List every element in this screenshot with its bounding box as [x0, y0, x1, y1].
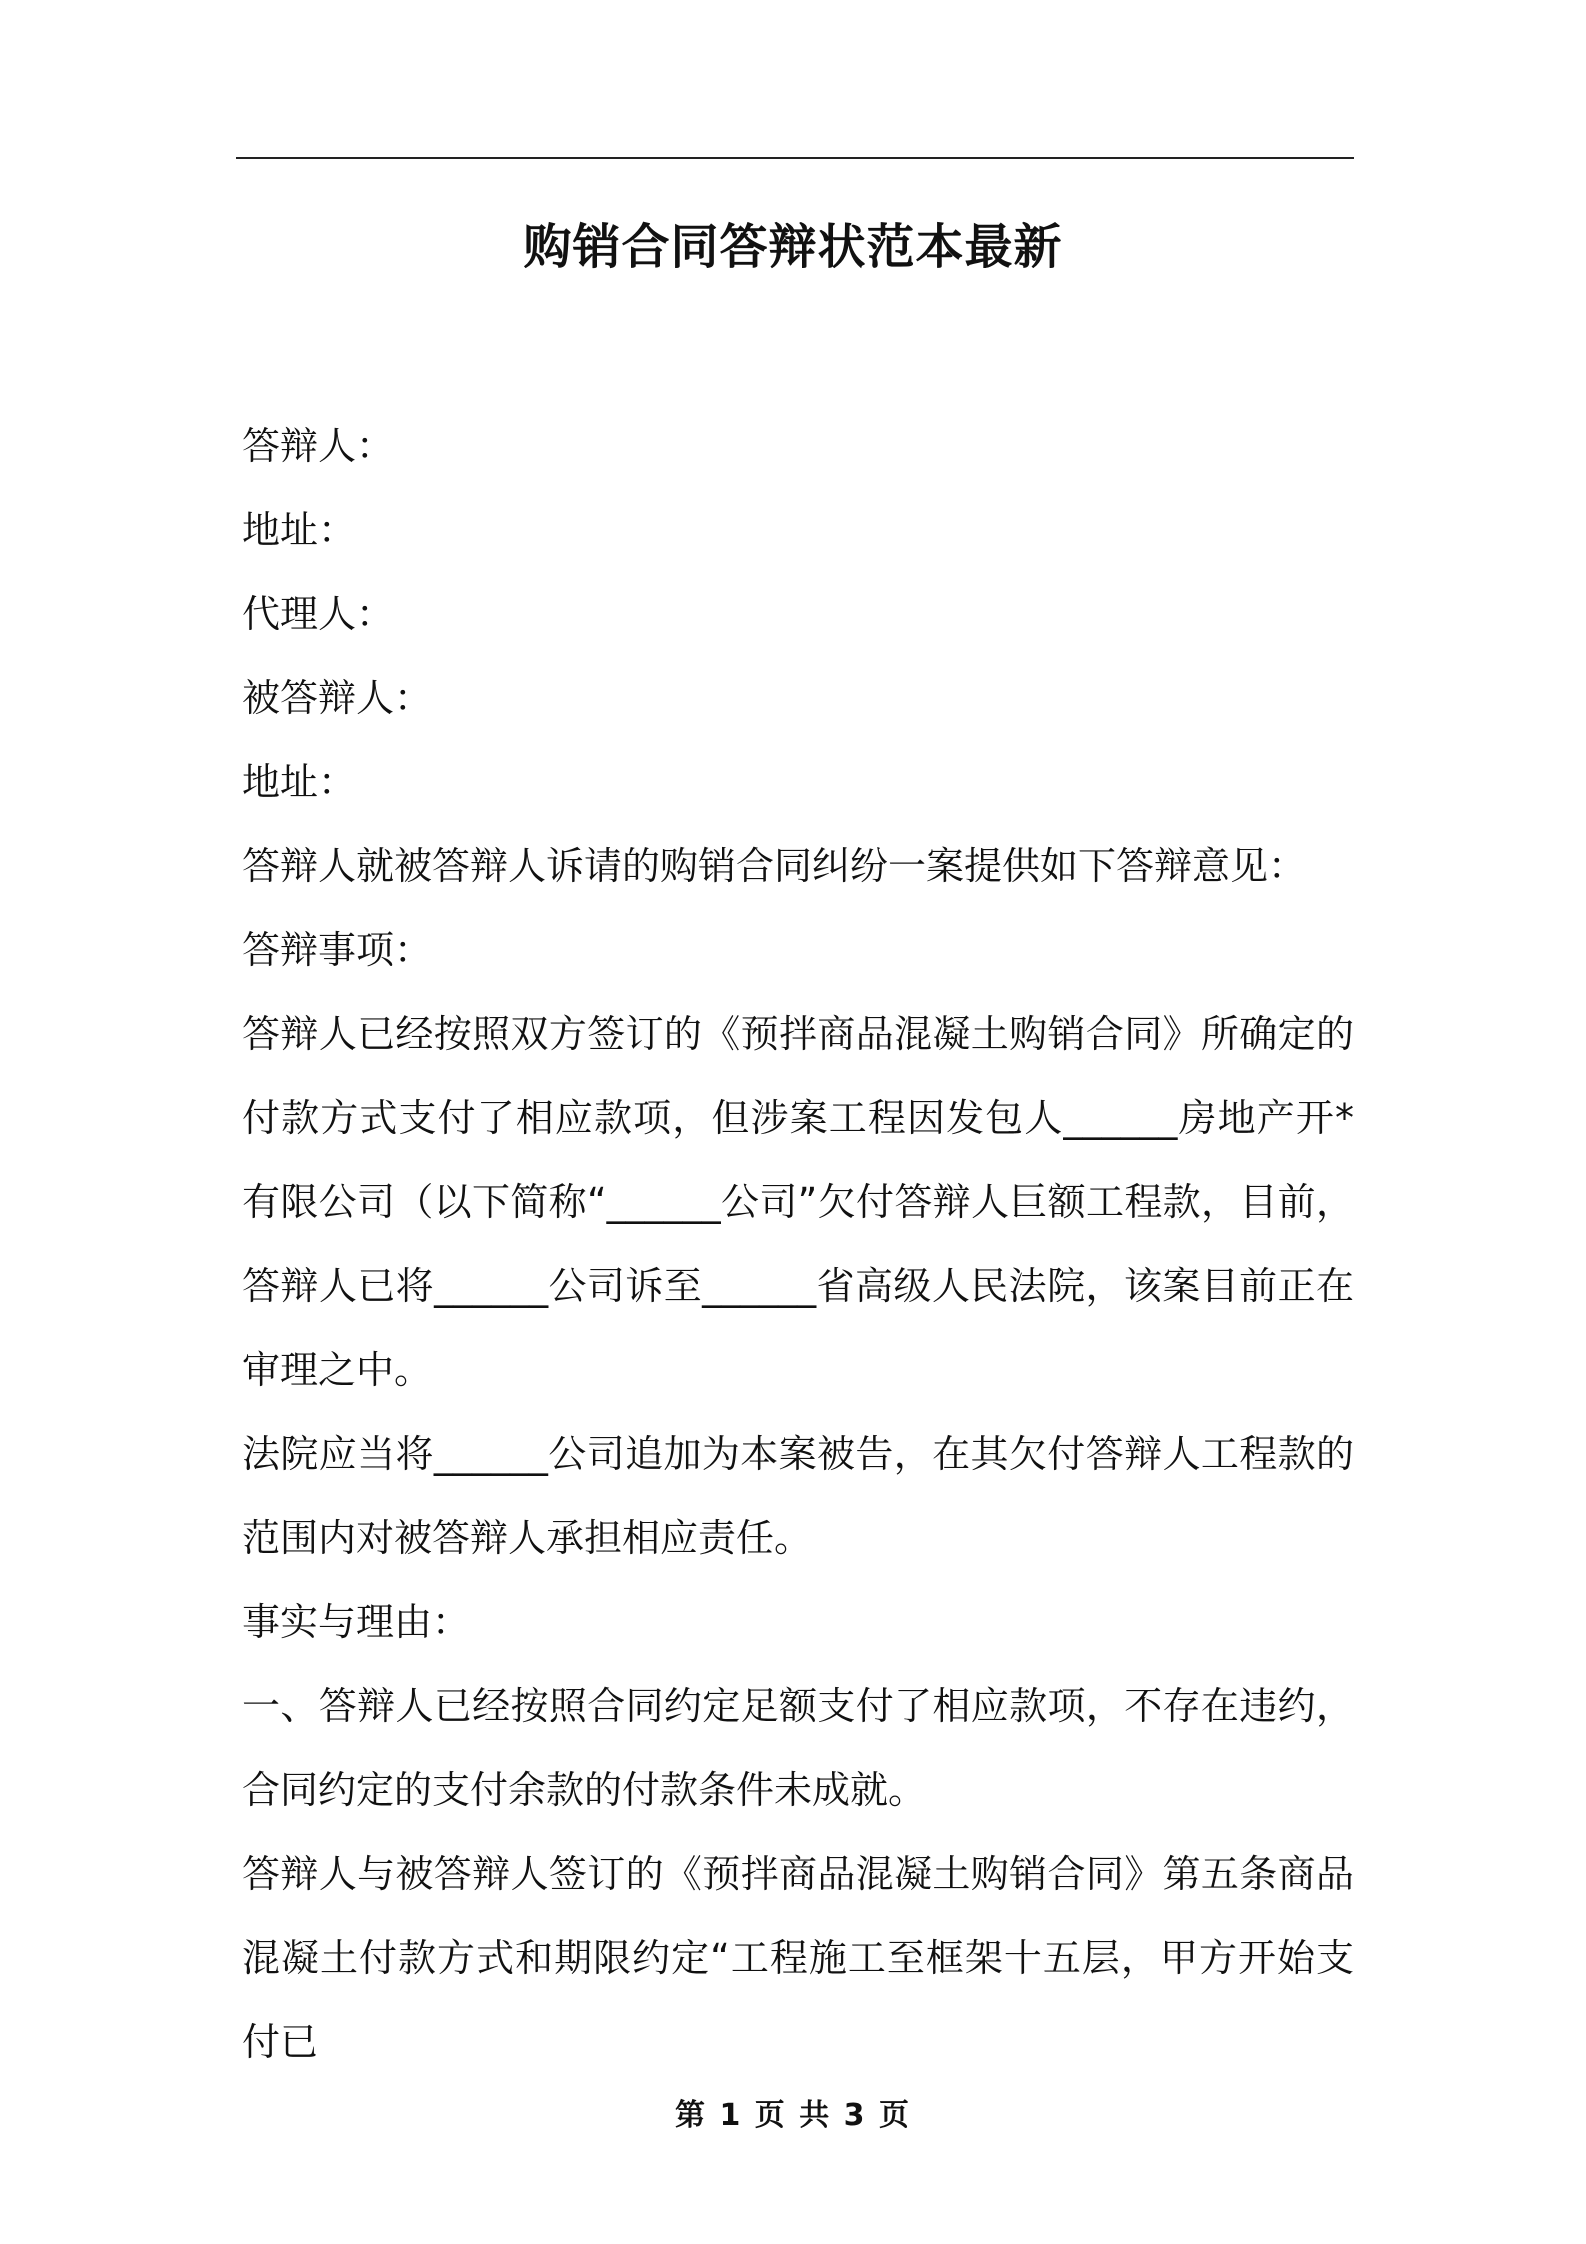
defense-paragraph-2: 法院应当将______公司追加为本案被告，在其欠付答辩人工程款的范围内对被答辩人承担相应责任。	[242, 1432, 1354, 1560]
plaintiff-address-line: 地址：	[242, 760, 357, 804]
defense-paragraph-1: 答辩人已经按照双方签订的《预拌商品混凝土购销合同》所确定的付款方式支付了相应款项，但涉案工程因发包人______房地产开*有限公司（以下简称“______公司”欠付答辩人巨额工程款，目前，答辩人已将______公司诉至______省高级人民法院，该案目前正在审理之中。	[242, 1012, 1354, 1392]
respondent-line: 答辩人：	[242, 424, 395, 468]
intro-paragraph: 答辩人就被答辩人诉请的购销合同纠纷一案提供如下答辩意见：	[242, 844, 1307, 888]
respondent-address-line: 地址：	[242, 508, 357, 552]
header-rule	[236, 157, 1354, 159]
facts-heading: 事实与理由：	[242, 1600, 471, 1644]
page-title: 购销合同答辩状范本最新	[523, 219, 1063, 275]
document-body	[242, 404, 1354, 2084]
agent-line: 代理人：	[242, 592, 395, 636]
page-footer: 第 1 页 共 3 页	[675, 2098, 911, 2133]
facts-point-1: 一、答辩人已经按照合同约定足额支付了相应款项，不存在违约，合同约定的支付余款的付款条件未成就。	[242, 1684, 1354, 1812]
defense-items-heading: 答辩事项：	[242, 928, 433, 972]
plaintiff-line: 被答辩人：	[242, 676, 433, 720]
facts-paragraph-1: 答辩人与被答辩人签订的《预拌商品混凝土购销合同》第五条商品混凝土付款方式和期限约定“工程施工至框架十五层，甲方开始支付已	[242, 1852, 1354, 2064]
